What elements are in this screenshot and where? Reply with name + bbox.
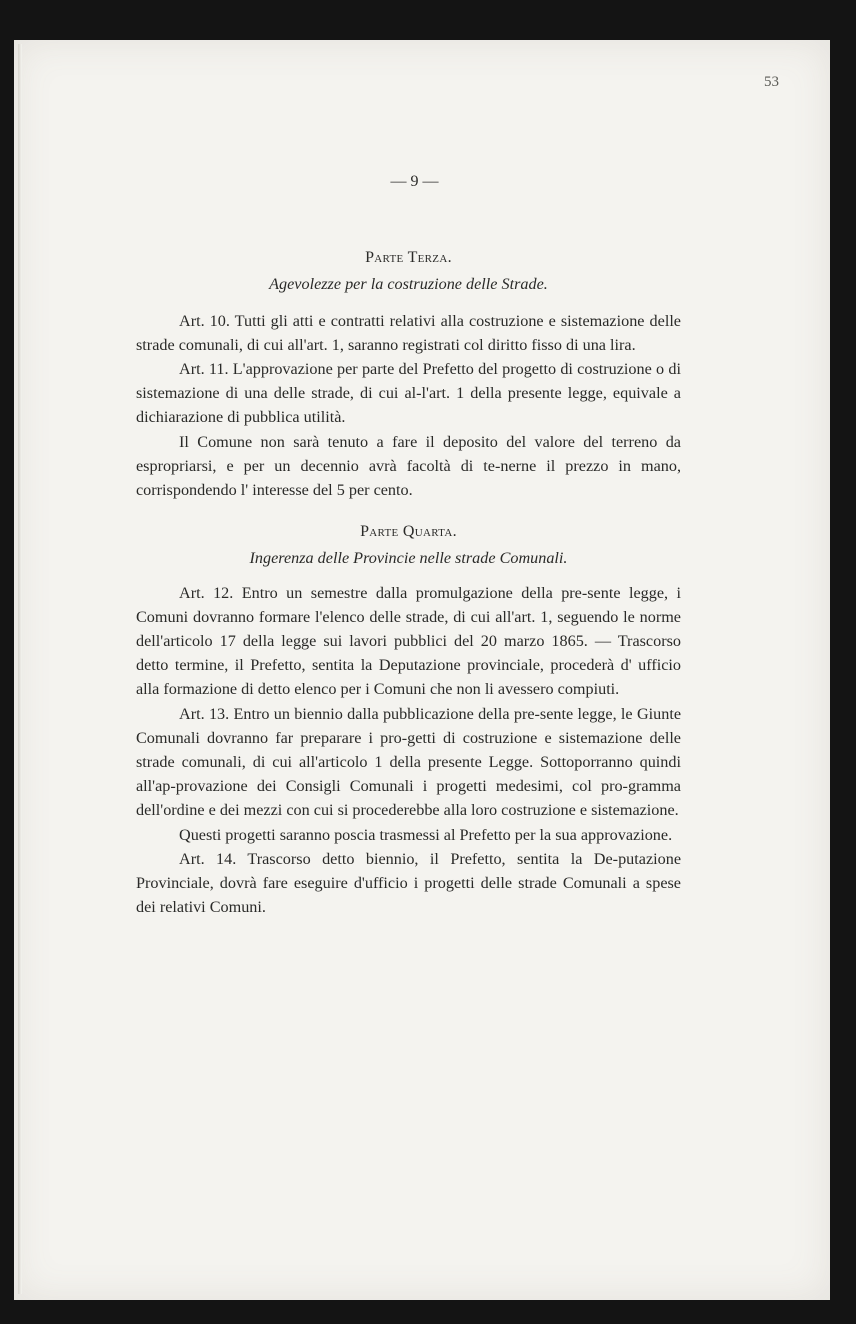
part-three-subtitle: Agevolezze per la costruzione delle Strade. — [269, 275, 548, 294]
part-three-title — [136, 246, 681, 270]
part-four-title-text: Parte Quarta. — [360, 523, 457, 541]
article-13-comma-2: Questi progetti saranno poscia trasmessi al Prefetto per la sua approvazione. — [179, 825, 673, 844]
part-four-title — [136, 520, 681, 544]
article-11-comma-2: Il Comune non sarà tenuto a fare il deposito del valore del terreno da espropriarsi, e per un decennio avrà facoltà di te-nerne il prezzo in mano, corrispondendo l' interesse del 5 per cento. — [136, 432, 681, 500]
binding-edge — [18, 44, 22, 1294]
article-10: Art. 10. Tutti gli atti e contratti relativi alla costruzione e sistemazione delle strade comunali, di cui all'art. 1, saranno registrati col diritto fisso di una lira. — [136, 311, 681, 354]
article-11: Art. 11. L'approvazione per parte del Prefetto del progetto di costruzione o di sistemazione di una delle strade, di cui al-l'art. 1 della presente legge, equivale a dichiarazione di pubblica utilità. — [136, 360, 681, 427]
section-gap — [136, 502, 681, 520]
handwritten-page-mark: 53 — [764, 74, 779, 90]
article-14: Art. 14. Trascorso detto biennio, il Prefetto, sentita la De-putazione Provinciale, dovrà fare eseguire d'ufficio i progetti delle strade Comunali a spese dei relativi Comuni. — [136, 849, 681, 917]
page-number: — 9 — — [390, 173, 439, 190]
document-body — [136, 170, 681, 919]
part-four-subtitle: Ingerenza delle Provincie nelle strade Comunali. — [249, 549, 568, 568]
article-13: Art. 13. Entro un biennio dalla pubblicazione della pre-sente legge, le Giunte Comunali dovranno far preparare i pro-getti di costruzione e sistemazione delle strade comunali, di cui all'articolo 1 della presente Legge. Sottoporranno quindi all'ap-provazione dei Consigli Comunali i progetti medesimi, col pro-gramma dell'ordine e dei mezzi con cui si procederebbe alla loro costruzione e sistemazione. — [136, 704, 681, 820]
part-three-title-text: Parte Terza. — [365, 249, 452, 267]
article-12: Art. 12. Entro un semestre dalla promulgazione della pre-sente legge, i Comuni dovranno formare l'elenco delle strade, di cui all'art. 1, seguendo le norme dell'articolo 17 della legge sui lavori pubblici del 20 marzo 1865. — Trascorso detto termine, il Prefetto, sentita la Deputazione provinciale, procederà d' ufficio alla formazione di detto elenco per i Comuni che non li avessero compiuti. — [136, 583, 681, 699]
